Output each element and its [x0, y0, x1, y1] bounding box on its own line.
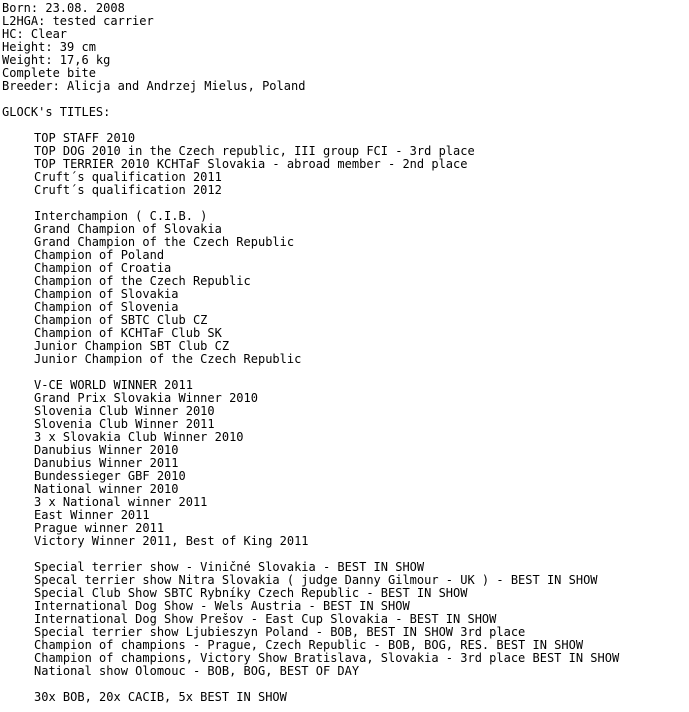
title-group — [2, 691, 689, 704]
title-line: Danubius Winner 2010 — [34, 444, 179, 457]
title-line: Junior Champion SBT Club CZ — [34, 340, 230, 353]
title-group — [2, 132, 689, 197]
blank-line — [2, 119, 689, 132]
title-line: Special terrier show - Viničné Slovakia - BEST IN SHOW — [34, 561, 425, 574]
info-line: HC: Clear — [2, 28, 68, 41]
info-line: Complete bite — [2, 67, 96, 80]
title-line: Prague winner 2011 — [34, 522, 165, 535]
info-line: Weight: 17,6 kg — [2, 54, 111, 67]
titles-list — [2, 132, 689, 704]
title-group — [2, 379, 689, 548]
title-line: Grand Champion of Slovakia — [34, 223, 222, 236]
info-line: Height: 39 cm — [2, 41, 96, 54]
title-line: Danubius Winner 2011 — [34, 457, 179, 470]
info-line: Born: 23.08. 2008 — [2, 2, 125, 15]
blank-line — [2, 93, 689, 106]
title-line: Slovenia Club Winner 2011 — [34, 418, 215, 431]
title-line: V-CE WORLD WINNER 2011 — [34, 379, 193, 392]
title-line: Champion of SBTC Club CZ — [34, 314, 208, 327]
title-line: National winner 2010 — [34, 483, 179, 496]
title-line: 30x BOB, 20x CACIB, 5x BEST IN SHOW — [34, 691, 287, 704]
title-line: TOP STAFF 2010 — [34, 132, 136, 145]
title-line: Junior Champion of the Czech Republic — [34, 353, 302, 366]
blank-line — [2, 197, 689, 210]
title-line: Champion of Slovakia — [34, 288, 179, 301]
title-line: TOP TERRIER 2010 KCHTaF Slovakia - abroad member - 2nd place — [34, 158, 468, 171]
title-line: Champion of the Czech Republic — [34, 275, 251, 288]
title-line: 3 x Slovakia Club Winner 2010 — [34, 431, 244, 444]
info-line: L2HGA: tested carrier — [2, 15, 154, 28]
title-line: Champion of Poland — [34, 249, 165, 262]
title-line: Grand Champion of the Czech Republic — [34, 236, 295, 249]
title-line: Champion of Croatia — [34, 262, 172, 275]
title-line: Champion of Slovenia — [34, 301, 179, 314]
blank-line — [2, 678, 689, 691]
title-line: Special Club Show SBTC Rybníky Czech Republic - BEST IN SHOW — [34, 587, 468, 600]
title-line: Bundessieger GBF 2010 — [34, 470, 186, 483]
info-line: Breeder: Alicja and Andrzej Mielus, Poland — [2, 80, 306, 93]
title-line: Cruft´s qualification 2011 — [34, 171, 222, 184]
dog-info-block — [2, 2, 689, 93]
title-line: Interchampion ( C.I.B. ) — [34, 210, 208, 223]
title-line: National show Olomouc - BOB, BOG, BEST OF DAY — [34, 665, 360, 678]
title-line: Special terrier show Ljubieszyn Poland - BOB, BEST IN SHOW 3rd place — [34, 626, 526, 639]
blank-line — [2, 366, 689, 379]
title-line: TOP DOG 2010 in the Czech republic, III group FCI - 3rd place — [34, 145, 475, 158]
title-line: International Dog Show Prešov - East Cup Slovakia - BEST IN SHOW — [34, 613, 497, 626]
title-line: International Dog Show - Wels Austria - BEST IN SHOW — [34, 600, 410, 613]
title-line: Grand Prix Slovakia Winner 2010 — [34, 392, 258, 405]
title-group — [2, 210, 689, 366]
title-line: 3 x National winner 2011 — [34, 496, 208, 509]
title-line: Slovenia Club Winner 2010 — [34, 405, 215, 418]
title-line: Specal terrier show Nitra Slovakia ( judge Danny Gilmour - UK ) - BEST IN SHOW — [34, 574, 598, 587]
title-line: Champion of champions, Victory Show Bratislava, Slovakia - 3rd place BEST IN SHOW — [34, 652, 620, 665]
title-line: East Winner 2011 — [34, 509, 150, 522]
title-line: Cruft´s qualification 2012 — [34, 184, 222, 197]
title-line: Champion of champions - Prague, Czech Republic - BOB, BOG, RES. BEST IN SHOW — [34, 639, 584, 652]
title-line: Champion of KCHTaF Club SK — [34, 327, 222, 340]
title-group — [2, 561, 689, 678]
titles-heading: GLOCK's TITLES: — [2, 106, 111, 119]
title-line: Victory Winner 2011, Best of King 2011 — [34, 535, 309, 548]
blank-line — [2, 548, 689, 561]
